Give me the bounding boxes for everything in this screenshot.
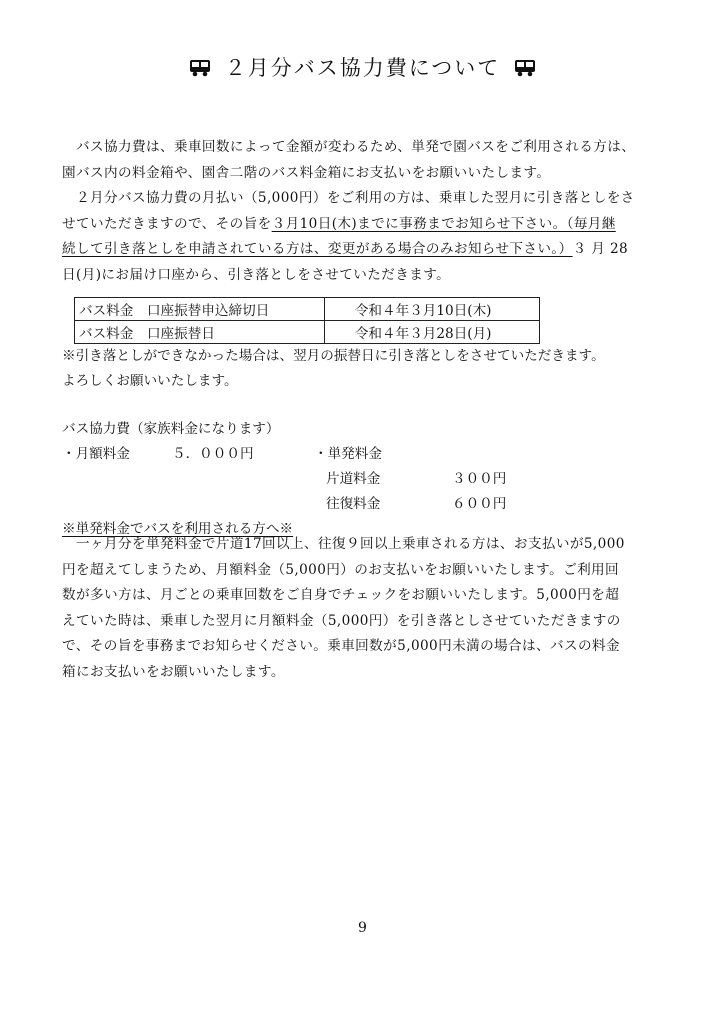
text-line: ２月分バス協力費の月払い（5,000円）をご利用の方は、乗車した翌月に引き落としをさ: [62, 190, 635, 206]
intro-paragraph: [62, 135, 684, 288]
text-line: 一ヶ月分を単発料金で片道17回以上、往復９回以上乗車される方は、お支払いが5,000: [62, 536, 625, 552]
text-line: よろしくお願いいたします。: [62, 373, 238, 389]
page-title-row: [0, 52, 725, 82]
text-segment: せていただきますので、その旨を: [62, 215, 272, 232]
single-fare-paragraph: [62, 532, 684, 685]
oneway-value: ３００円: [452, 471, 507, 487]
text-segment: ３ 月 28: [572, 241, 629, 257]
table-cell-label: バス料金 口座振替日: [75, 321, 325, 344]
table-cell-date: 令和４年３月28日(月): [324, 321, 539, 344]
notice-block: [62, 344, 605, 394]
fee-row: [62, 442, 382, 467]
fee-heading: バス協力費（家族料金になります）: [62, 421, 280, 437]
table-cell-label: バス料金 口座振替申込締切日: [75, 298, 325, 321]
text-line: 数が多い方は、月ごとの乗車回数をご自身でチェックをお願いいたします。5,000円を超: [62, 587, 620, 603]
bus-icon: [514, 58, 536, 82]
text-line: ※引き落としができなかった場合は、翌月の振替日に引き落としをさせていただきます。: [62, 348, 605, 364]
page-title: ２月分バス協力費について: [224, 56, 501, 80]
deadline-notice: ３月10日(木)までに事務までお知らせ下さい。（毎月継: [271, 215, 616, 232]
round-value: ６００円: [452, 496, 507, 512]
bus-icon: [189, 58, 211, 82]
table-row: [75, 298, 540, 321]
single-label: ・単発料金: [314, 446, 382, 462]
fee-list: [62, 417, 507, 542]
text-line: 園バス内の料金箱や、園舎二階のバス料金箱にお支払いをお願いいたします。: [62, 164, 551, 181]
fee-schedule-table: [74, 297, 540, 344]
single-fare-heading: ※単発料金でバスを利用される方へ※: [62, 521, 294, 537]
monthly-value: ５．０００円: [172, 446, 254, 462]
text-line: バス協力費は、乗車回数によって金額が変わるため、単発で園バスをご利用される方は、: [62, 139, 636, 155]
text-line: [62, 237, 684, 263]
text-line: 日(月)にお届け口座から、引き落としをさせていただきます。: [62, 266, 451, 283]
text-line: で、その旨を事務までお知らせください。乗車回数が5,000円未満の場合は、バスの料金: [62, 638, 621, 654]
fee-row: [62, 492, 507, 517]
table-cell-date: 令和４年３月10日(木): [324, 298, 539, 321]
page-number: 9: [358, 920, 367, 936]
table-row: [75, 321, 540, 344]
text-line: えていた時は、乗車した翌月に月額料金（5,000円）を引き落としさせていただきますの: [62, 612, 621, 629]
text-line: [62, 212, 684, 238]
text-line: 箱にお支払いをお願いいたします。: [62, 663, 285, 680]
oneway-label: 片道料金: [326, 471, 381, 487]
monthly-label: ・月額料金: [62, 446, 130, 462]
round-label: 往復料金: [326, 496, 381, 512]
deadline-notice-cont: 続して引き落としを申請されている方は、変更がある場合のみお知らせ下さい。）: [62, 241, 573, 257]
text-line: 円を超えてしまうため、月額料金（5,000円）のお支払いをお願いいたします。ご利用回: [62, 561, 620, 578]
fee-row: [62, 467, 507, 492]
